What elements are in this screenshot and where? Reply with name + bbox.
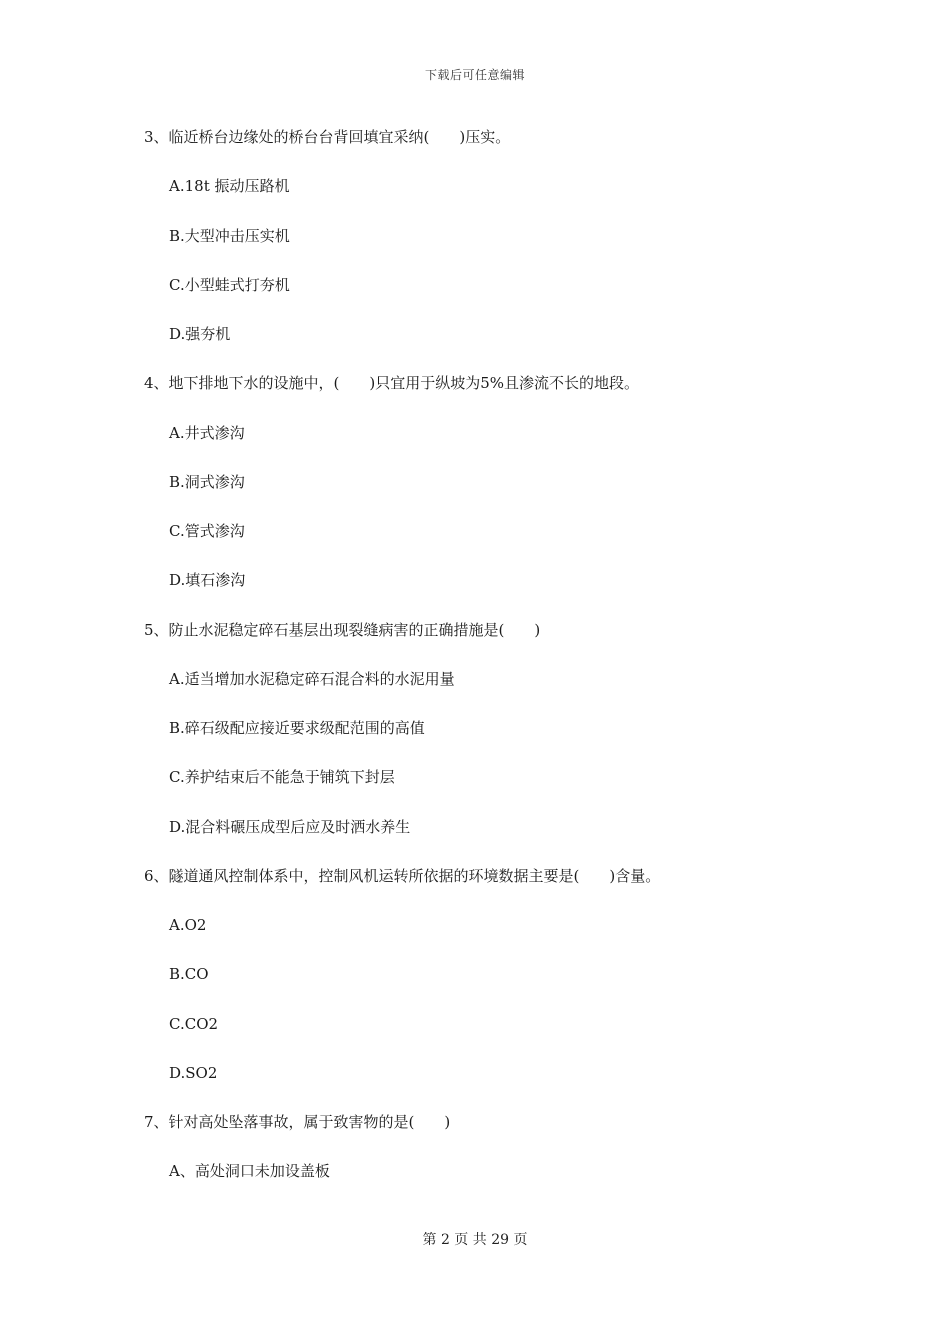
question-6-option-d: D.SO2 xyxy=(169,1063,218,1082)
question-6-stem: 6、隧道通风控制体系中，控制风机运转所依据的环境数据主要是( )含量。 xyxy=(144,866,661,885)
question-3-option-b: B.大型冲击压实机 xyxy=(169,226,290,245)
question-list xyxy=(144,126,834,1210)
question-4-option-c: C.管式渗沟 xyxy=(169,522,245,540)
page-footer: 第 2 页 共 29 页 xyxy=(422,1232,528,1248)
question-4-option-b: B.洞式渗沟 xyxy=(169,472,245,491)
question-5-option-a: A.适当增加水泥稳定碎石混合料的水泥用量 xyxy=(169,669,455,688)
question-7-stem: 7、针对高处坠落事故，属于致害物的是( ) xyxy=(144,1113,451,1131)
question-4-option-a: A.井式渗沟 xyxy=(169,423,245,442)
question-3-option-d: D.强夯机 xyxy=(169,325,231,343)
page-header: 下载后可任意编辑 xyxy=(424,68,525,82)
question-6-option-b: B.CO xyxy=(169,965,209,984)
question-6-option-c: C.CO2 xyxy=(169,1014,219,1033)
question-5-option-b: B.碎石级配应接近要求级配范围的高值 xyxy=(169,719,425,737)
question-7-option-a: A、高处洞口未加设盖板 xyxy=(169,1162,330,1181)
question-3-option-c: C.小型蛙式打夯机 xyxy=(169,275,290,294)
question-3-option-a: A.18t 振动压路机 xyxy=(169,177,290,196)
question-6-option-a: A.O2 xyxy=(169,916,207,934)
question-4-stem: 4、地下排地下水的设施中，( )只宜用于纵坡为5%且渗流不长的地段。 xyxy=(144,374,640,393)
question-4-option-d: D.填石渗沟 xyxy=(169,571,246,590)
question-3-stem: 3、临近桥台边缘处的桥台台背回填宜采纳( )压实。 xyxy=(144,128,511,146)
question-5-option-d: D.混合料碾压成型后应及时洒水养生 xyxy=(169,817,411,836)
question-5-option-c: C.养护结束后不能急于铺筑下封层 xyxy=(169,768,395,787)
question-5-stem: 5、防止水泥稳定碎石基层出现裂缝病害的正确措施是( ) xyxy=(144,620,541,639)
